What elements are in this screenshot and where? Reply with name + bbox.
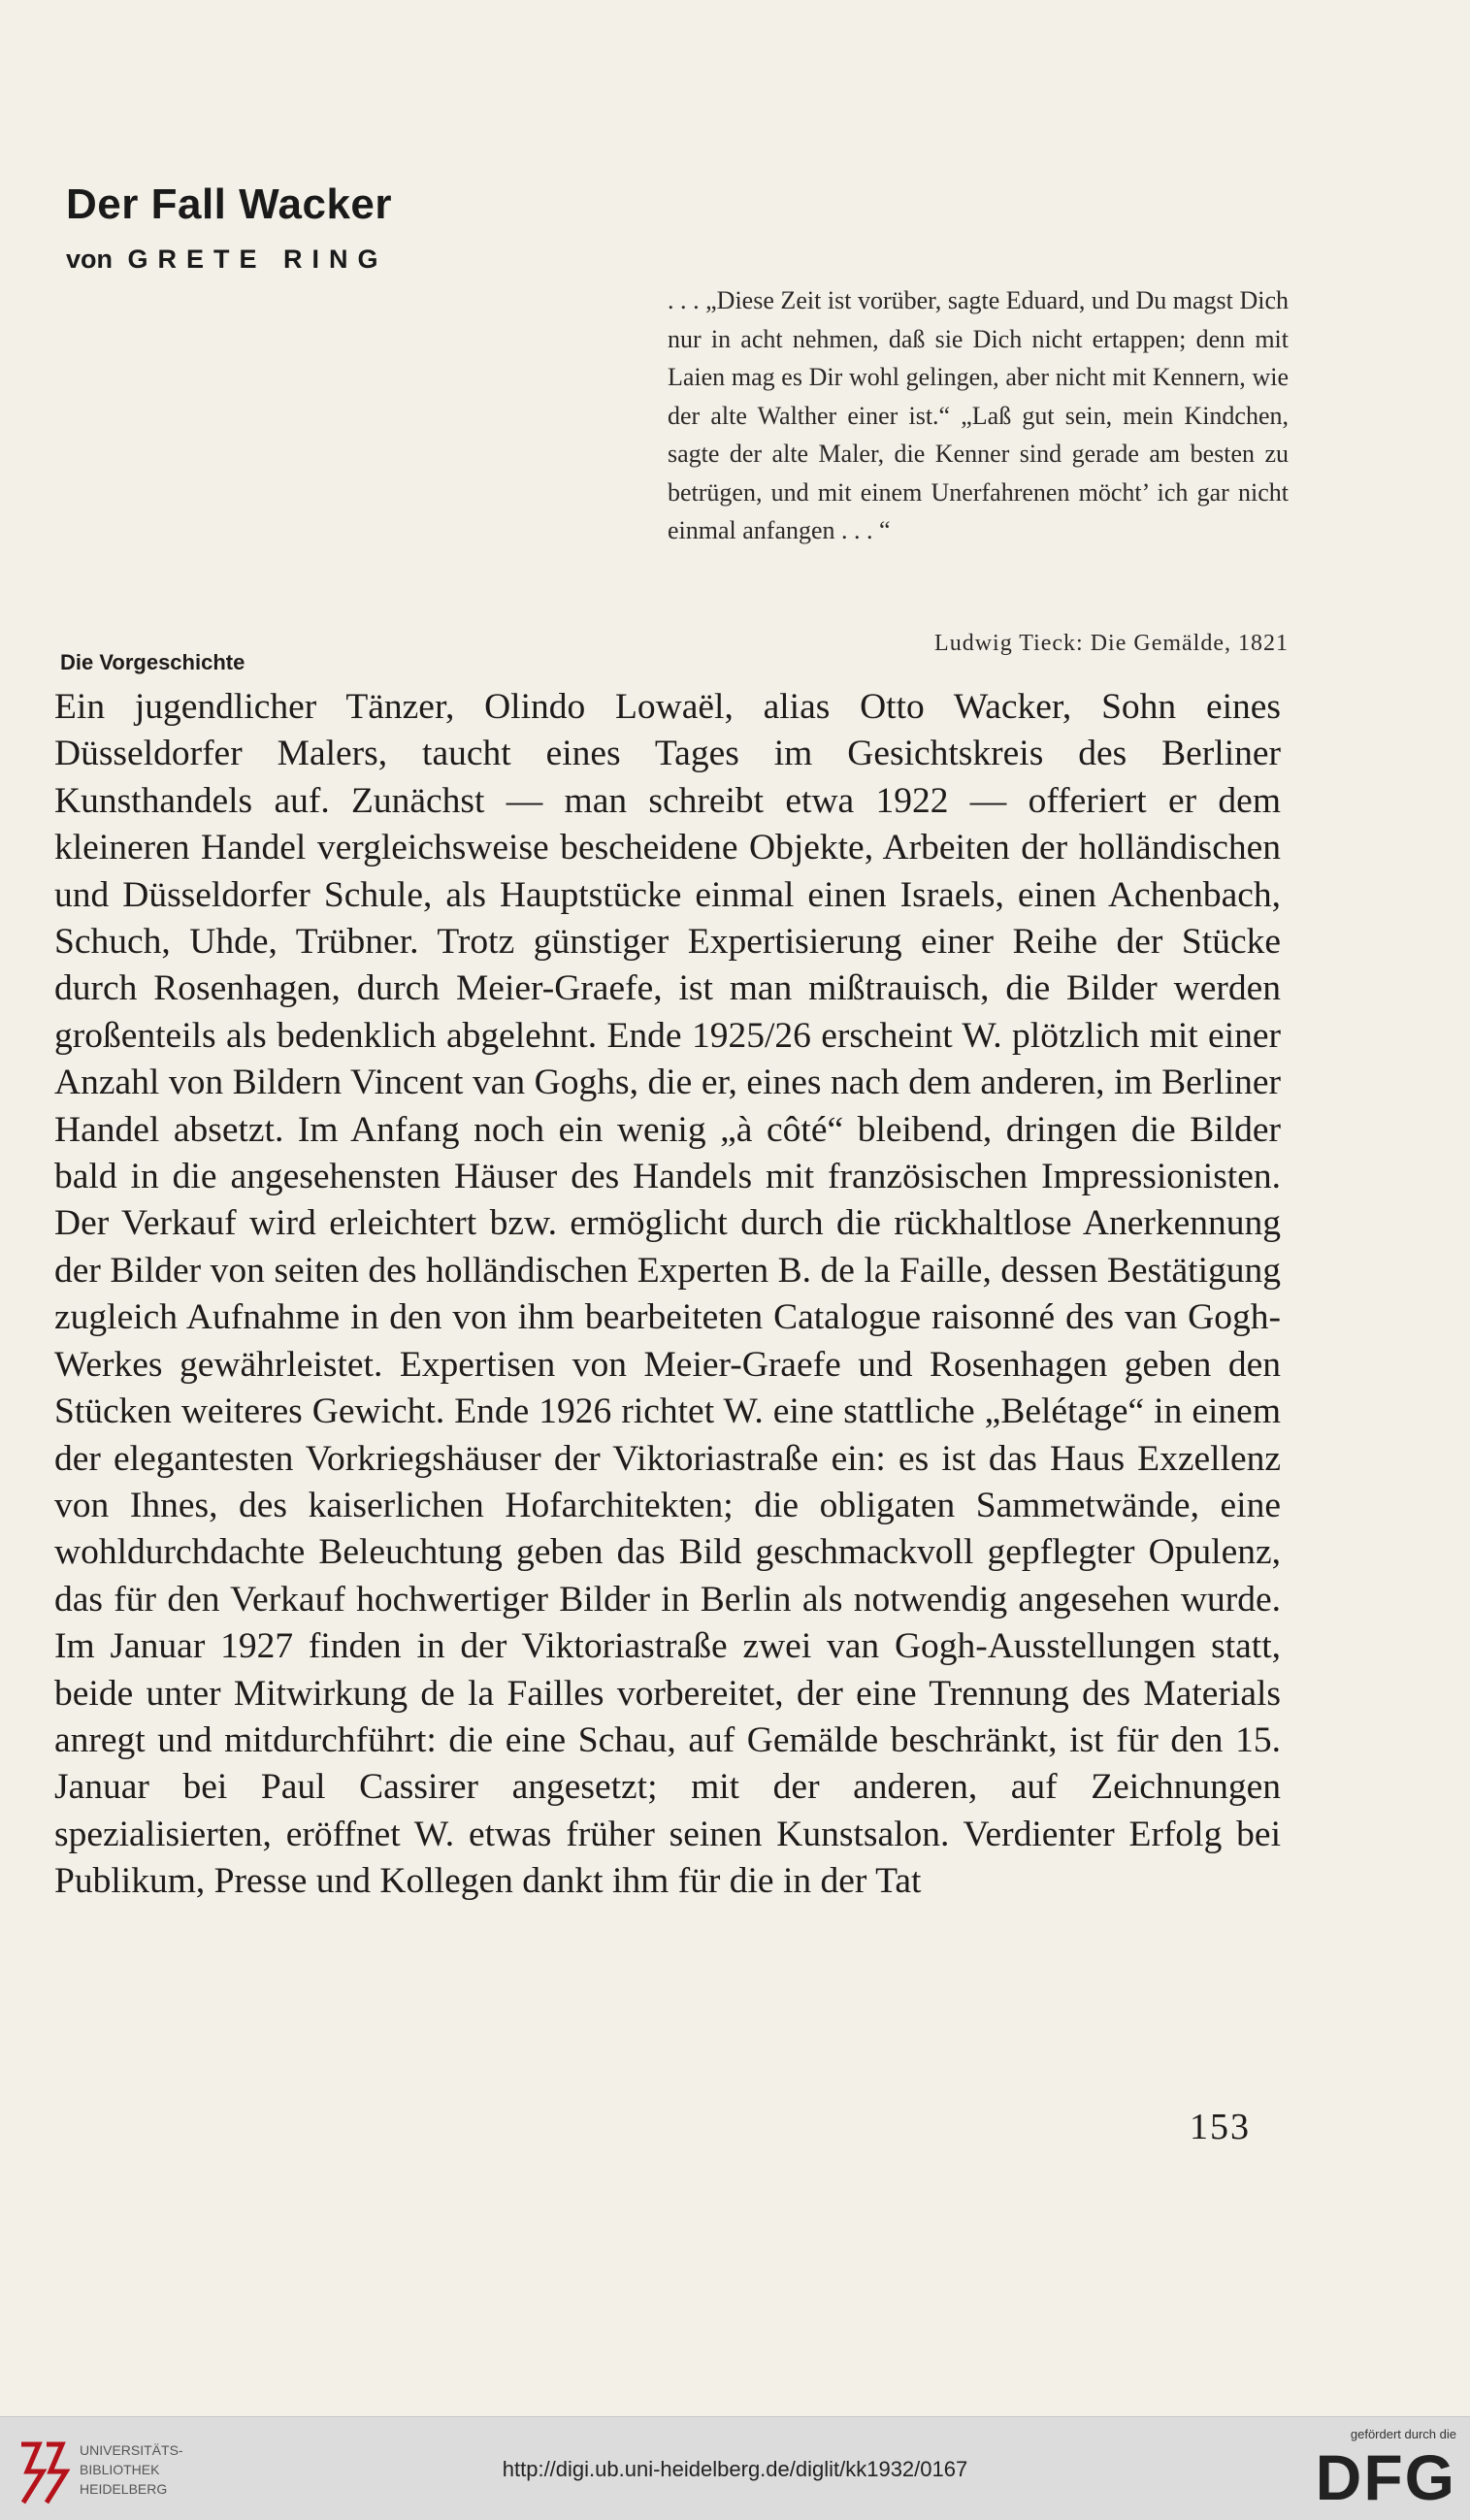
page-number: 153 <box>1190 2107 1251 2147</box>
document-url-link[interactable]: http://digi.ub.uni-heidelberg.de/diglit/kk1932/0167 <box>502 2457 968 2481</box>
footer-bar <box>0 2416 1470 2520</box>
author-name: GRETE RING <box>127 245 388 274</box>
dfg-logo: DFG <box>1315 2441 1456 2513</box>
institution-line: UNIVERSITÄTS- <box>80 2442 183 2458</box>
article-body <box>54 684 1281 1906</box>
article-title: Der Fall Wacker <box>66 180 393 228</box>
epigraph-source: Ludwig Tieck: Die Gemälde, 1821 <box>934 631 1289 656</box>
byline-prefix: von <box>66 245 114 274</box>
institution-line: HEIDELBERG <box>80 2481 168 2497</box>
body-paragraph: Ein jugendlicher Tänzer, Olindo Lowaël, alias Otto Wacker, Sohn eines Düsseldorfer Malers, taucht eines Tages im Gesichtskreis des Berliner Kunsthandels auf. Zunächst — man schreibt etwa 1922 — offeriert er dem kleineren Handel vergleichsweise bescheidene Objekte, Arbeiten der holländischen und Düsseldorfer Schule, als Hauptstücke einmal einen Israels, einen Achenbach, Schuch, Uhde, Trübner. Trotz günstiger Expertisierung einer Reihe der Stücke durch Rosenhagen, durch Meier-Graefe, ist man mißtrauisch, die Bilder werden großenteils als bedenklich abgelehnt. Ende 1925/26 erscheint W. plötzlich mit einer Anzahl von Bildern Vincent van Goghs, die er, eines nach dem anderen, im Berliner Handel absetzt. Im Anfang noch ein wenig „à côté“ bleibend, dringen die Bilder bald in die angesehensten Häuser des Handels mit französischen Impressionisten. Der Verkauf wird erleichtert bzw. ermöglicht durch die rückhaltlose Anerkennung der Bilder von seiten des holländischen Experten B. de la Faille, dessen Bestätigung zugleich Aufnahme in den von ihm bearbeiteten Catalogue raisonné des van Gogh-Werkes gewährleistet. Expertisen von Meier-Graefe und Rosenhagen geben den Stücken weiteres Gewicht. Ende 1926 richtet W. eine stattliche „Belétage“ in einem der elegantesten Vorkriegshäuser der Viktoriastraße ein: es ist das Haus Exzellenz von Ihnes, des kaiserlichen Hofarchitekten; die obligaten Sammetwände, eine wohldurchdachte Beleuchtung geben das Bild geschmackvoll gepflegter Opulenz, das für den Verkauf hochwertiger Bilder in Berlin als notwendig angesehen wurde. Im Januar 1927 finden in der Viktoriastraße zwei van Gogh-Ausstellungen statt, beide unter Mitwirkung de la Failles vorbereitet, der eine Trennung des Materials anregt und mitdurchführt: die eine Schau, auf Gemälde beschränkt, ist für den 15. Januar bei Paul Cassirer angesetzt; mit der anderen, auf Zeichnungen spezialisierten, eröffnet W. etwas früher seinen Kunstsalon. Verdienter Erfolg bei Publikum, Presse und Kollegen dankt ihm für die in der Tat <box>54 687 1281 1902</box>
funding-note: gefördert durch die <box>1350 2427 1456 2441</box>
epigraph-quote: . . . „Diese Zeit ist vorüber, sagte Eduard, und Du magst Dich nur in acht nehmen, daß sie Dich nicht ertappen; denn mit Laien mag es Dir wohl gelingen, aber nicht mit Kennern, wie der alte Walther einer ist.“ „Laß gut sein, mein Kindchen, sagte der alte Maler, die Kenner sind gerade am besten zu betrügen, und mit einem Unerfahrenen möcht’ ich gar nicht einmal anfangen . . . “ <box>668 286 1289 544</box>
institution-line: BIBLIOTHEK <box>80 2462 160 2477</box>
section-heading: Die Vorgeschichte <box>60 650 245 674</box>
byline <box>66 245 388 275</box>
